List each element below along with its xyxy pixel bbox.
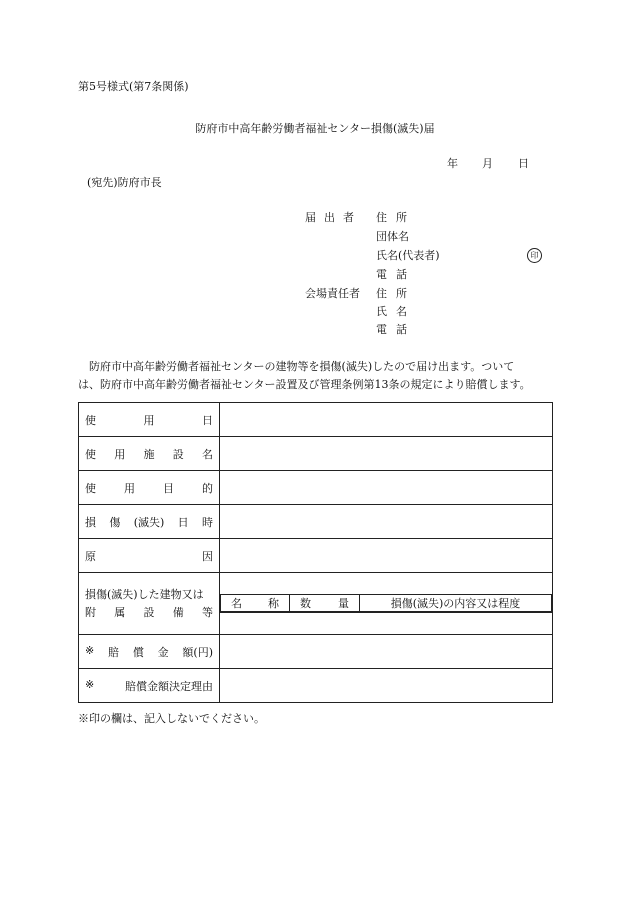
damage-datetime-label: 損 傷 (滅失) 日 時 bbox=[79, 505, 220, 539]
subheader-name: 名 称 bbox=[221, 595, 290, 612]
purpose-field[interactable] bbox=[220, 471, 553, 505]
cause-label: 原 因 bbox=[79, 539, 220, 573]
body-line-1: 防府市中高年齢労働者福祉センターの建物等を損傷(滅失)したので届け出ます。ついて bbox=[89, 360, 515, 373]
date-day: 日 bbox=[518, 157, 529, 170]
applicant-phone-label: 電話 bbox=[376, 268, 416, 281]
manager-role-label: 会場責任者 bbox=[305, 287, 360, 300]
subheader-detail: 損傷(滅失)の内容又は程度 bbox=[360, 595, 552, 612]
applicant-role-label: 届出者 bbox=[305, 211, 362, 224]
form-number: 第5号様式(第7条関係) bbox=[78, 80, 189, 93]
manager-name-label: 氏名 bbox=[376, 305, 416, 318]
date-year: 年 bbox=[447, 157, 458, 170]
addressee: (宛先)防府市長 bbox=[87, 176, 162, 189]
usage-date-label bbox=[79, 403, 220, 437]
seal-icon: 印 bbox=[527, 248, 542, 263]
damage-datetime-field[interactable] bbox=[220, 505, 553, 539]
damaged-items-line-2: 附 属 設 備 等 bbox=[85, 605, 213, 619]
item-quantity-field[interactable] bbox=[290, 612, 360, 613]
applicant-org-label: 団体名 bbox=[376, 230, 409, 243]
manager-phone-label: 電話 bbox=[376, 323, 416, 336]
document-title: 防府市中高年齢労働者福祉センター損傷(滅失)届 bbox=[195, 122, 435, 135]
cause-field[interactable] bbox=[220, 539, 553, 573]
damaged-items-label bbox=[79, 573, 220, 635]
compensation-amount-label: ※ 賠 償 金 額(円) bbox=[79, 635, 220, 669]
item-name-field[interactable] bbox=[221, 612, 290, 613]
damaged-items-subtable bbox=[220, 594, 552, 613]
usage-date-text: 使 用 日 bbox=[85, 413, 213, 427]
damage-report-table bbox=[78, 402, 553, 703]
applicant-name-label: 氏名(代表者) bbox=[376, 249, 440, 262]
subheader-quantity: 数 量 bbox=[290, 595, 360, 612]
compensation-reason-label: ※ 賠償金額決定理由 bbox=[79, 669, 220, 703]
footnote: ※印の欄は、記入しないでください。 bbox=[78, 712, 265, 725]
facility-name-label: 使 用 施 設 名 bbox=[79, 437, 220, 471]
purpose-label: 使 用 目 的 bbox=[79, 471, 220, 505]
date-month: 月 bbox=[482, 157, 493, 170]
damaged-items-line-1: 損傷(滅失)した建物又は bbox=[85, 587, 204, 601]
facility-name-field[interactable] bbox=[220, 437, 553, 471]
manager-address-label: 住所 bbox=[376, 287, 416, 300]
usage-date-field[interactable] bbox=[220, 403, 553, 437]
item-detail-field[interactable] bbox=[360, 612, 552, 613]
compensation-reason-field[interactable] bbox=[220, 669, 553, 703]
damaged-items-cell bbox=[220, 573, 553, 635]
compensation-amount-field[interactable] bbox=[220, 635, 553, 669]
applicant-address-label: 住所 bbox=[376, 211, 416, 224]
body-line-2: は、防府市中高年齢労働者福祉センター設置及び管理条例第13条の規定により賠償します。 bbox=[78, 378, 531, 391]
